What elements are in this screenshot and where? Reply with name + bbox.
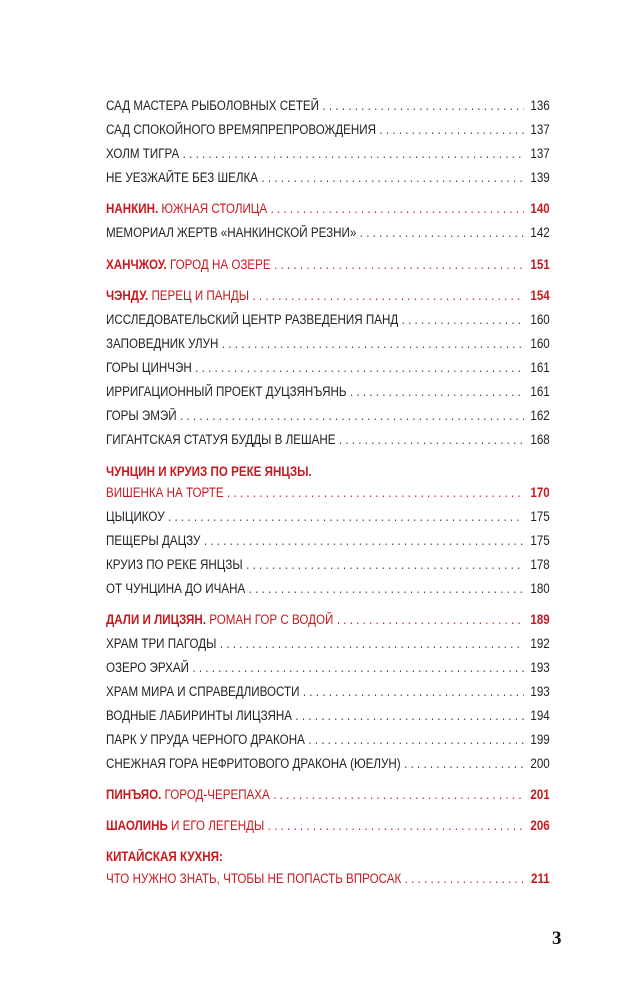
toc-entry <box>106 556 550 574</box>
toc-entry <box>106 731 550 749</box>
toc-entry-page: 160 <box>530 336 550 351</box>
toc-entry-title: ПЕЩЕРЫ ДАЦЗУ <box>106 533 201 548</box>
toc-chapter-city: НАНКИН. <box>106 201 159 216</box>
toc-leader-dots <box>379 121 524 139</box>
toc-entry-page: 175 <box>530 533 550 548</box>
toc-entry-page: 211 <box>531 871 550 886</box>
toc-chapter-entry <box>106 817 550 835</box>
toc-leader-dots <box>220 635 524 653</box>
toc-leader-dots <box>271 200 524 218</box>
toc-entry-page: 200 <box>530 756 550 771</box>
toc-entry <box>106 169 550 187</box>
toc-entry <box>106 359 550 377</box>
toc-chapter-title: ЧТО НУЖНО ЗНАТЬ, ЧТОБЫ НЕ ПОПАСТЬ ВПРОСАК <box>106 871 402 886</box>
toc-entry <box>106 335 550 353</box>
toc-chapter-title <box>106 611 333 629</box>
toc-leader-dots <box>252 287 523 305</box>
toc-chapter-subtitle: ПЕРЕЦ И ПАНДЫ <box>148 288 250 303</box>
toc-entry-page: 161 <box>530 360 550 375</box>
toc-entry-page: 206 <box>530 818 550 833</box>
toc-leader-dots <box>273 786 524 804</box>
toc-leader-dots <box>183 145 524 163</box>
toc-entry-title: ХРАМ ТРИ ПАГОДЫ <box>106 636 217 651</box>
toc-chapter-entry <box>106 256 550 274</box>
toc-entry-title: СНЕЖНАЯ ГОРА НЕФРИТОВОГО ДРАКОНА (ЮЕЛУН) <box>106 756 401 771</box>
toc-entry-title: САД СПОКОЙНОГО ВРЕМЯПРЕПРОВОЖДЕНИЯ <box>106 122 376 137</box>
toc-leader-dots <box>322 97 523 115</box>
toc-entry-page: 151 <box>530 257 550 272</box>
toc-entry-title: САД МАСТЕРА РЫБОЛОВНЫХ СЕТЕЙ <box>106 98 320 113</box>
toc-entry <box>106 311 550 329</box>
toc-entry-page: 189 <box>530 612 550 627</box>
toc-chapter-subtitle: ГОРОД-ЧЕРЕПАХА <box>161 787 270 802</box>
toc-entry-title: ЦЫЦИКОУ <box>106 509 165 524</box>
toc-entry <box>106 707 550 725</box>
toc-entry-title: ГОРЫ ЭМЭЙ <box>106 408 177 423</box>
toc-chapter-subtitle: ГОРОД НА ОЗЕРЕ <box>166 257 271 272</box>
toc-entry <box>106 683 550 701</box>
toc-entry <box>106 97 550 115</box>
toc-entry-page: 192 <box>530 636 550 651</box>
toc-entry-title: ГИГАНТСКАЯ СТАТУЯ БУДДЫ В ЛЕШАНЕ <box>106 432 336 447</box>
toc-leader-dots <box>204 532 524 550</box>
toc-entry-page: 140 <box>530 201 550 216</box>
toc-entry-page: 168 <box>530 432 550 447</box>
toc-entry <box>106 580 550 598</box>
toc-chapter-title <box>106 786 270 804</box>
toc-chapter-entry <box>106 870 550 888</box>
toc-entry-title: ХОЛМ ТИГРА <box>106 146 180 161</box>
toc-leader-dots <box>227 484 524 502</box>
toc-entry-page: 142 <box>530 225 550 240</box>
toc-chapter-title <box>106 817 264 835</box>
toc-entry-page: 178 <box>530 557 550 572</box>
toc-entry-page: 136 <box>530 98 550 113</box>
toc-chapter-title <box>106 200 267 218</box>
toc-leader-dots <box>168 508 524 526</box>
toc-entry-title: ХРАМ МИРА И СПРАВЕДЛИВОСТИ <box>106 684 300 699</box>
toc-leader-dots <box>192 659 524 677</box>
toc-entry <box>106 532 550 550</box>
toc-entry-page: 161 <box>530 384 550 399</box>
toc-entry-title: ГОРЫ ЦИНЧЭН <box>106 360 192 375</box>
toc-entry <box>106 145 550 163</box>
toc-chapter-title <box>106 287 249 305</box>
toc-chapter-subtitle: И ЕГО ЛЕГЕНДЫ <box>167 818 265 833</box>
toc-leader-dots <box>274 256 524 274</box>
toc-entry-page: 137 <box>530 122 550 137</box>
toc-entry <box>106 635 550 653</box>
toc-chapter-subtitle: ЮЖНАЯ СТОЛИЦА <box>158 201 268 216</box>
toc-entry-page: 162 <box>530 408 550 423</box>
toc-entry-page: 193 <box>530 660 550 675</box>
toc-entry-title: ИССЛЕДОВАТЕЛЬСКИЙ ЦЕНТР РАЗВЕДЕНИЯ ПАНД <box>106 312 399 327</box>
toc-leader-dots <box>337 611 524 629</box>
toc-chapter-city: ПИНЪЯО. <box>106 787 162 802</box>
toc-entry-title: ОЗЕРО ЭРХАЙ <box>106 660 189 675</box>
toc-chapter-title <box>106 256 271 274</box>
toc-entry-page: 160 <box>530 312 550 327</box>
toc-chapter-city: ШАОЛИНЬ <box>106 818 168 833</box>
toc-leader-dots <box>222 335 524 353</box>
toc-leader-dots <box>405 870 524 888</box>
toc-chapter-entry <box>106 484 550 502</box>
toc-leader-dots <box>404 755 524 773</box>
toc-leader-dots <box>249 580 524 598</box>
toc-entry-page: 137 <box>530 146 550 161</box>
toc-leader-dots <box>350 383 524 401</box>
toc-entry <box>106 407 550 425</box>
toc-entry-title: НЕ УЕЗЖАЙТЕ БЕЗ ШЕЛКА <box>106 170 258 185</box>
toc-chapter-subtitle: РОМАН ГОР С ВОДОЙ <box>206 612 334 627</box>
toc-chapter-heading: ЧУНЦИН И КРУИЗ ПО РЕКЕ ЯНЦЗЫ. <box>106 464 312 479</box>
toc-leader-dots <box>295 707 524 725</box>
toc-entry-title: ОТ ЧУНЦИНА ДО ИЧАНА <box>106 581 246 596</box>
toc-entry <box>106 755 550 773</box>
toc-chapter-entry <box>106 611 550 629</box>
toc-chapter-entry <box>106 786 550 804</box>
toc-chapter-title: ВИШЕНКА НА ТОРТЕ <box>106 485 224 500</box>
toc-entry <box>106 121 550 139</box>
toc-chapter-city: ЧЭНДУ. <box>106 288 149 303</box>
toc-leader-dots <box>195 359 524 377</box>
toc-entry-page: 193 <box>530 684 550 699</box>
toc-entry-title: МЕМОРИАЛ ЖЕРТВ «НАНКИНСКОЙ РЕЗНИ» <box>106 225 357 240</box>
toc-leader-dots <box>308 731 524 749</box>
toc-chapter-entry <box>106 287 550 305</box>
toc-entry-title: ЗАПОВЕДНИК УЛУН <box>106 336 219 351</box>
toc-entry <box>106 431 550 449</box>
toc-leader-dots <box>180 407 524 425</box>
toc-chapter-heading: КИТАЙСКАЯ КУХНЯ: <box>106 849 223 864</box>
toc-leader-dots <box>261 169 524 187</box>
page-number: 3 <box>552 928 562 949</box>
toc-leader-dots <box>246 556 524 574</box>
toc-entry-page: 154 <box>530 288 550 303</box>
toc-chapter-city: ХАНЧЖОУ. <box>106 257 167 272</box>
toc-leader-dots <box>339 431 524 449</box>
toc-entry-title: ПАРК У ПРУДА ЧЕРНОГО ДРАКОНА <box>106 732 305 747</box>
toc-entry-page: 194 <box>530 708 550 723</box>
toc-entry-page: 170 <box>530 485 550 500</box>
toc-leader-dots <box>268 817 524 835</box>
toc-entry-page: 180 <box>530 581 550 596</box>
toc-entry-title: ВОДНЫЕ ЛАБИРИНТЫ ЛИЦЗЯНА <box>106 708 292 723</box>
toc-chapter-city: ДАЛИ И ЛИЦЗЯН. <box>106 612 207 627</box>
toc-entry <box>106 383 550 401</box>
toc-entry-page: 199 <box>530 732 550 747</box>
toc-leader-dots <box>303 683 524 701</box>
toc-leader-dots <box>402 311 524 329</box>
toc-entry-title: КРУИЗ ПО РЕКЕ ЯНЦЗЫ <box>106 557 243 572</box>
toc-entry-title: ИРРИГАЦИОННЫЙ ПРОЕКТ ДУЦЗЯНЪЯНЬ <box>106 384 347 399</box>
toc-chapter-entry <box>106 200 550 218</box>
toc-entry <box>106 659 550 677</box>
toc-entry-page: 175 <box>530 509 550 524</box>
toc-leader-dots <box>360 224 524 242</box>
toc-entry-page: 139 <box>530 170 550 185</box>
toc-entry-page: 201 <box>530 787 550 802</box>
toc-entry <box>106 508 550 526</box>
toc-entry <box>106 224 550 242</box>
